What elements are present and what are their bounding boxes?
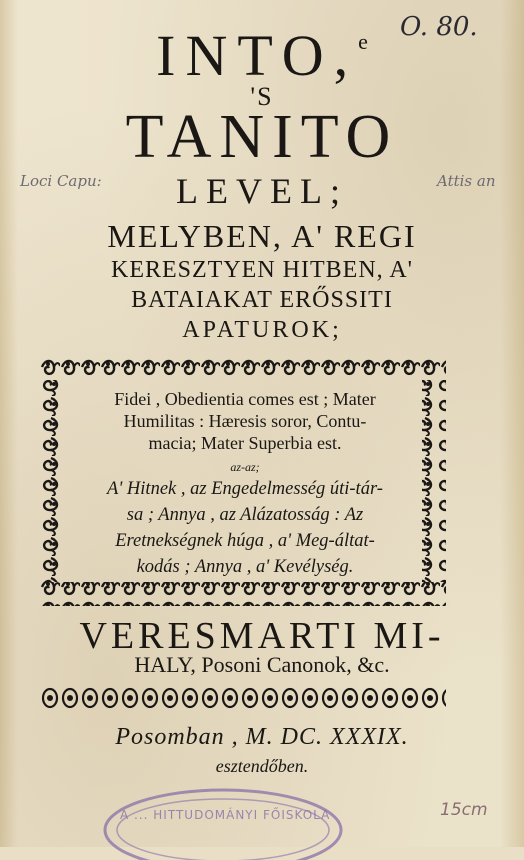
title-line-2: 'S: [250, 82, 274, 111]
shelfmark-handwriting: O. 80.: [400, 12, 478, 42]
imprint-year-word: esztendőben.: [215, 756, 309, 776]
motto-latin-line-1: Fidei , Obedientia comes est ; Mater: [114, 389, 376, 409]
author-line-1: VERESMARTI MI-: [79, 615, 445, 657]
stamp-text: A ... HITTUDOMÁNYI FŐISKOLA: [120, 808, 331, 822]
handwriting-right: Attis an: [437, 172, 496, 190]
title-line-6: KERESZTYEN HITBEN, A': [111, 257, 413, 283]
imprint-place-date: Posomban , M. DC. XXXIX.: [115, 724, 409, 750]
motto-separator: az-az;: [230, 460, 260, 474]
superscript-e: e: [358, 29, 368, 54]
title-line-4: LEVEL;: [176, 171, 348, 211]
title-line-5: MELYBEN, A' REGI: [107, 218, 417, 254]
title-line-7: BATAIAKAT ERŐSSITI: [131, 287, 393, 313]
motto-latin-line-2: Humilitas : Hæresis soror, Contu-: [123, 411, 367, 431]
title-line-3: TANITO: [125, 103, 399, 171]
ornamental-rule: [40, 686, 446, 710]
title-word-into: INTO,: [156, 23, 359, 88]
motto-hungarian-line-2: sa ; Annya , az Alázatosság : Az: [126, 505, 364, 525]
title-line-1: [0, 22, 524, 89]
handwriting-left: Loci Capu:: [20, 172, 102, 190]
motto-hungarian-line-3: Eretnekségnek húga , a' Meg-áltat-: [115, 531, 375, 551]
motto-hungarian-line-1: A' Hitnek , az Engedelmesség úti-tár-: [107, 479, 383, 499]
motto-latin-line-3: macia; Mater Superbia est.: [148, 433, 342, 453]
author-line-2: HALY, Posoni Canonok, &c.: [134, 652, 390, 677]
motto-hungarian-line-4: kodás ; Annya , a' Kevélység.: [136, 557, 354, 577]
title-line-8: APATUROK;: [182, 317, 342, 343]
pencil-note: 15cm: [440, 800, 488, 820]
